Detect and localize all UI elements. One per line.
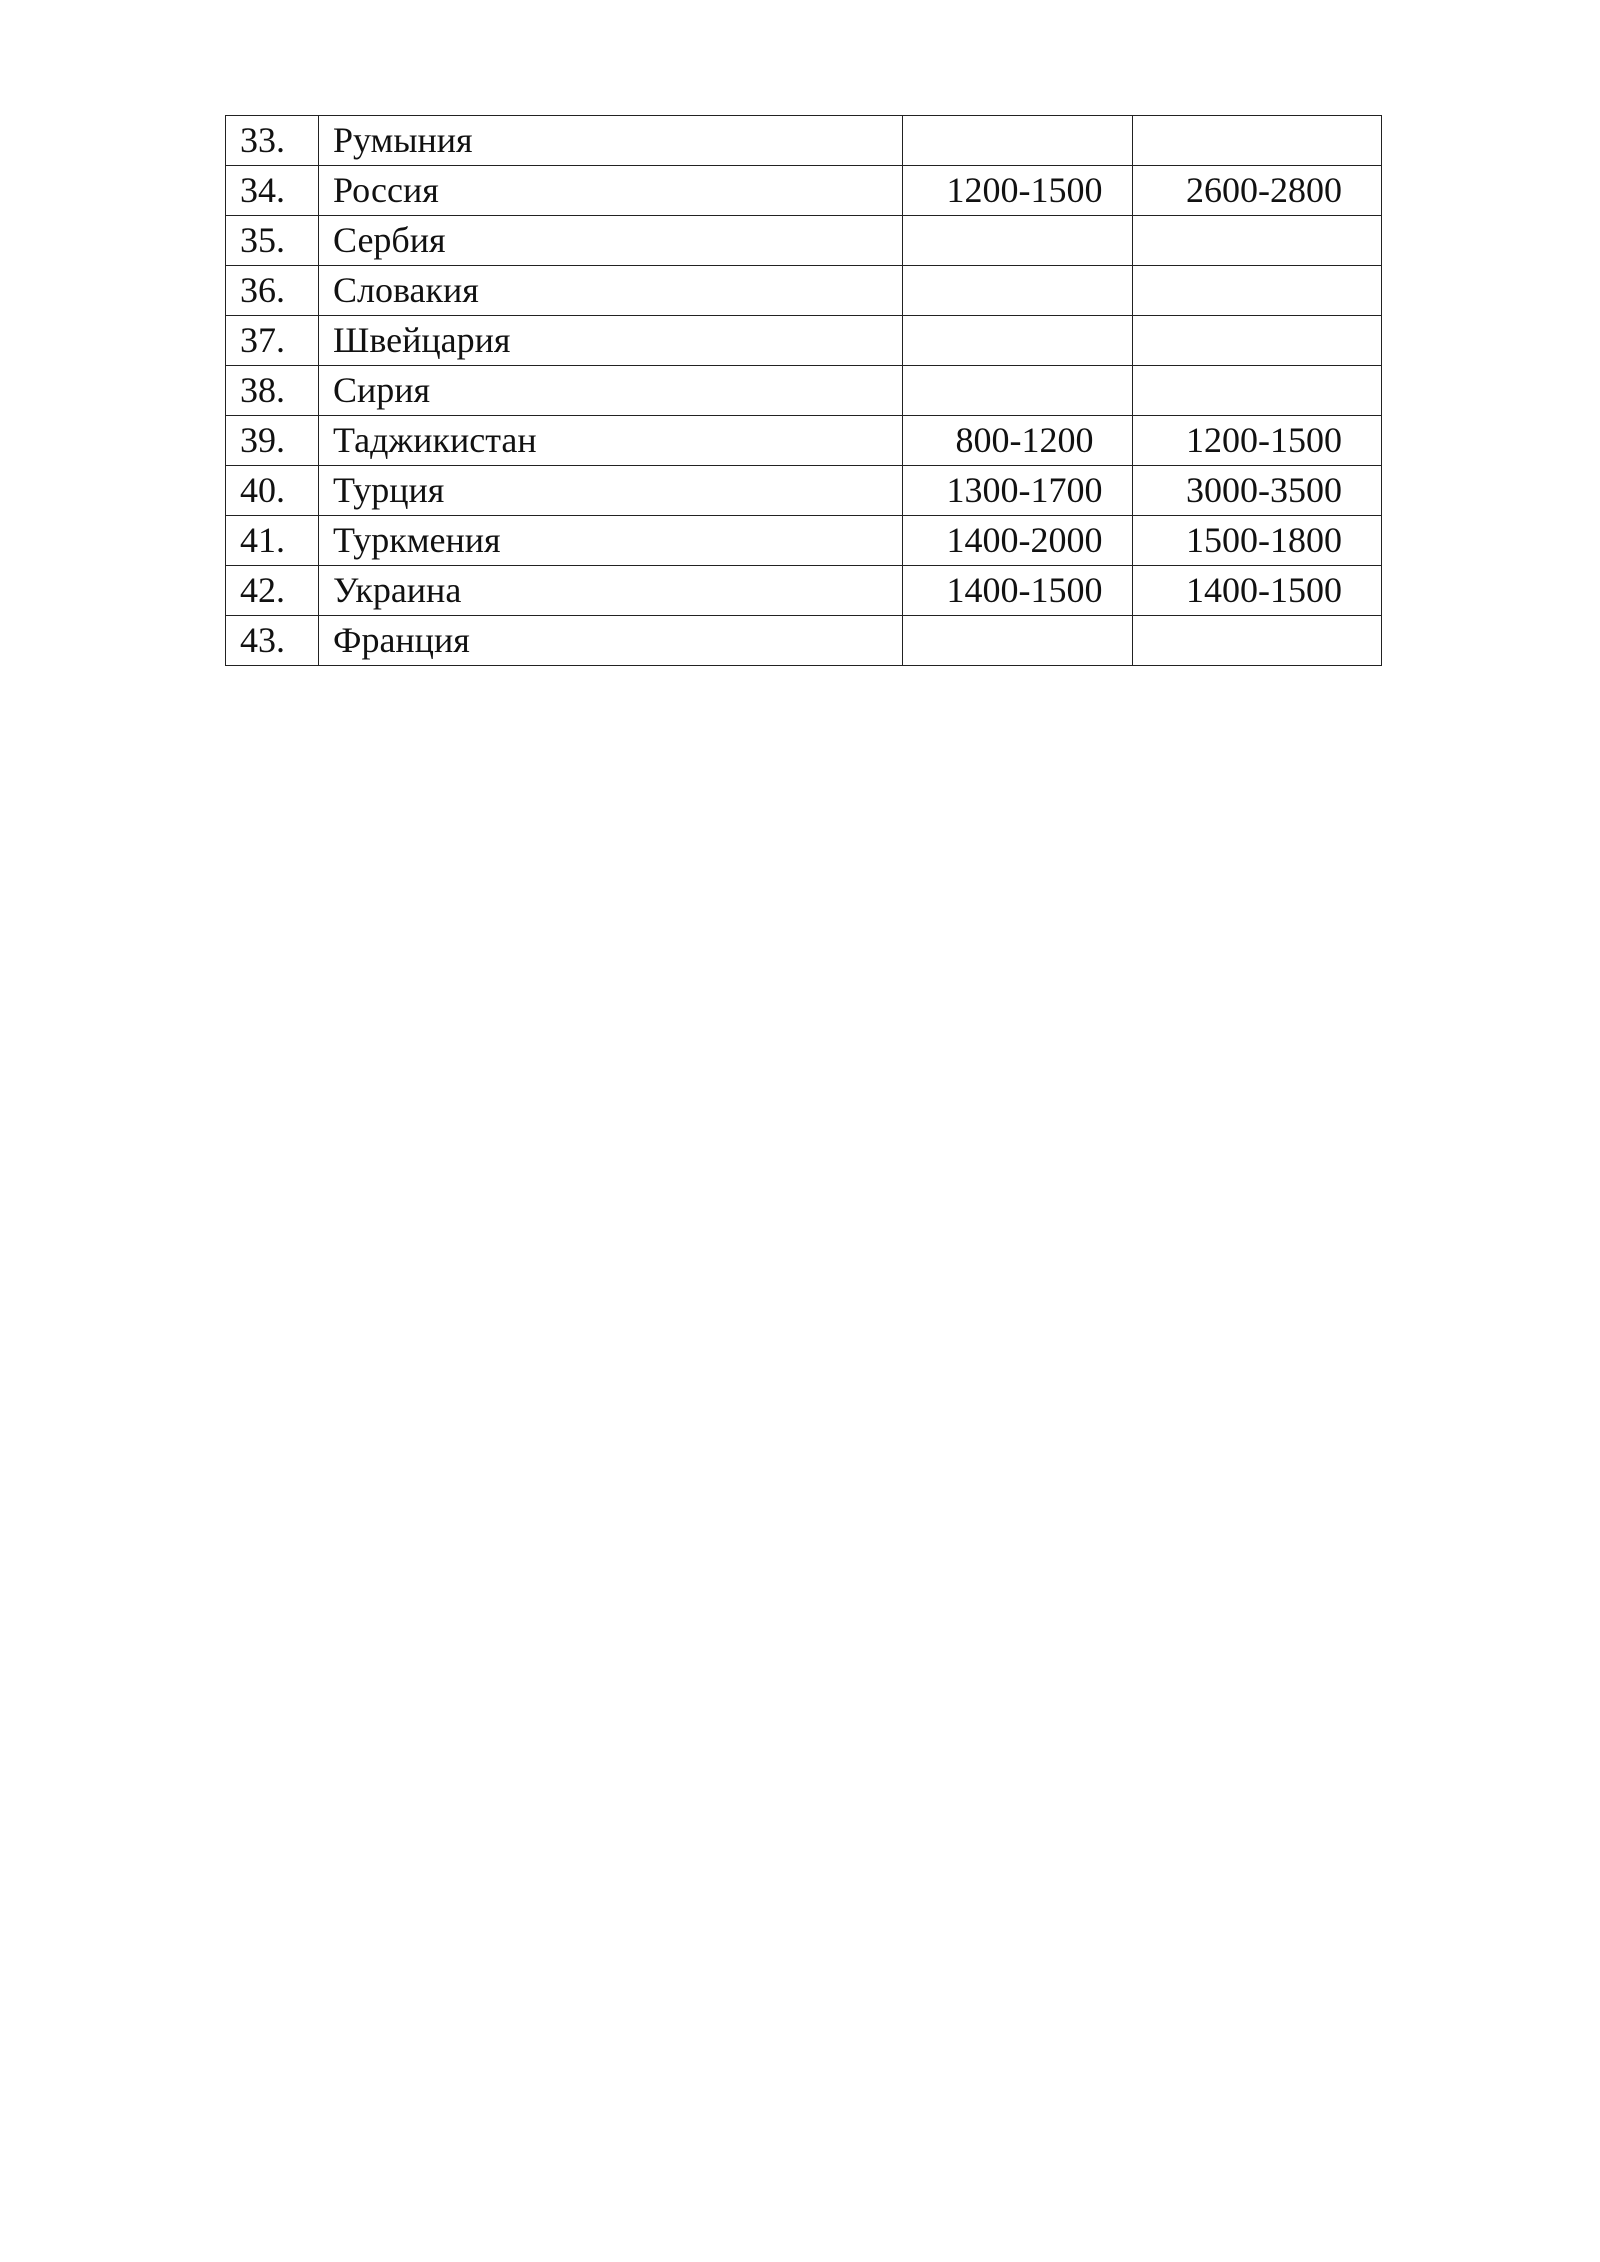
value-col-1: [903, 616, 1133, 666]
table-row: [226, 266, 1382, 316]
country-table: [225, 115, 1382, 666]
row-number: 42.: [226, 566, 319, 616]
country-name: Таджикистан: [319, 416, 903, 466]
table-row: [226, 566, 1382, 616]
row-number: 35.: [226, 216, 319, 266]
row-number: 37.: [226, 316, 319, 366]
value-col-1: 800-1200: [903, 416, 1133, 466]
table-row: [226, 316, 1382, 366]
value-col-1: 1400-1500: [903, 566, 1133, 616]
country-name: Сербия: [319, 216, 903, 266]
table-row: [226, 166, 1382, 216]
value-col-1: [903, 116, 1133, 166]
row-number: 41.: [226, 516, 319, 566]
table-row: [226, 616, 1382, 666]
value-col-1: 1300-1700: [903, 466, 1133, 516]
row-number: 38.: [226, 366, 319, 416]
country-name: Украина: [319, 566, 903, 616]
table-row: [226, 416, 1382, 466]
value-col-2: [1133, 116, 1382, 166]
table-row: [226, 466, 1382, 516]
table-row: [226, 116, 1382, 166]
value-col-2: [1133, 366, 1382, 416]
table-row: [226, 366, 1382, 416]
row-number: 39.: [226, 416, 319, 466]
country-name: Румыния: [319, 116, 903, 166]
country-name: Россия: [319, 166, 903, 216]
country-name: Словакия: [319, 266, 903, 316]
value-col-1: [903, 366, 1133, 416]
value-col-1: [903, 316, 1133, 366]
country-name: Сирия: [319, 366, 903, 416]
value-col-2: 1400-1500: [1133, 566, 1382, 616]
value-col-2: [1133, 266, 1382, 316]
row-number: 33.: [226, 116, 319, 166]
row-number: 40.: [226, 466, 319, 516]
row-number: 34.: [226, 166, 319, 216]
row-number: 43.: [226, 616, 319, 666]
row-number: 36.: [226, 266, 319, 316]
value-col-2: 1200-1500: [1133, 416, 1382, 466]
table-row: [226, 516, 1382, 566]
value-col-2: 3000-3500: [1133, 466, 1382, 516]
country-name: Швейцария: [319, 316, 903, 366]
country-name: Туркмения: [319, 516, 903, 566]
table-row: [226, 216, 1382, 266]
value-col-2: [1133, 216, 1382, 266]
value-col-1: [903, 266, 1133, 316]
value-col-2: [1133, 616, 1382, 666]
value-col-1: [903, 216, 1133, 266]
value-col-1: 1200-1500: [903, 166, 1133, 216]
value-col-2: [1133, 316, 1382, 366]
country-name: Турция: [319, 466, 903, 516]
value-col-2: 1500-1800: [1133, 516, 1382, 566]
country-name: Франция: [319, 616, 903, 666]
value-col-2: 2600-2800: [1133, 166, 1382, 216]
value-col-1: 1400-2000: [903, 516, 1133, 566]
